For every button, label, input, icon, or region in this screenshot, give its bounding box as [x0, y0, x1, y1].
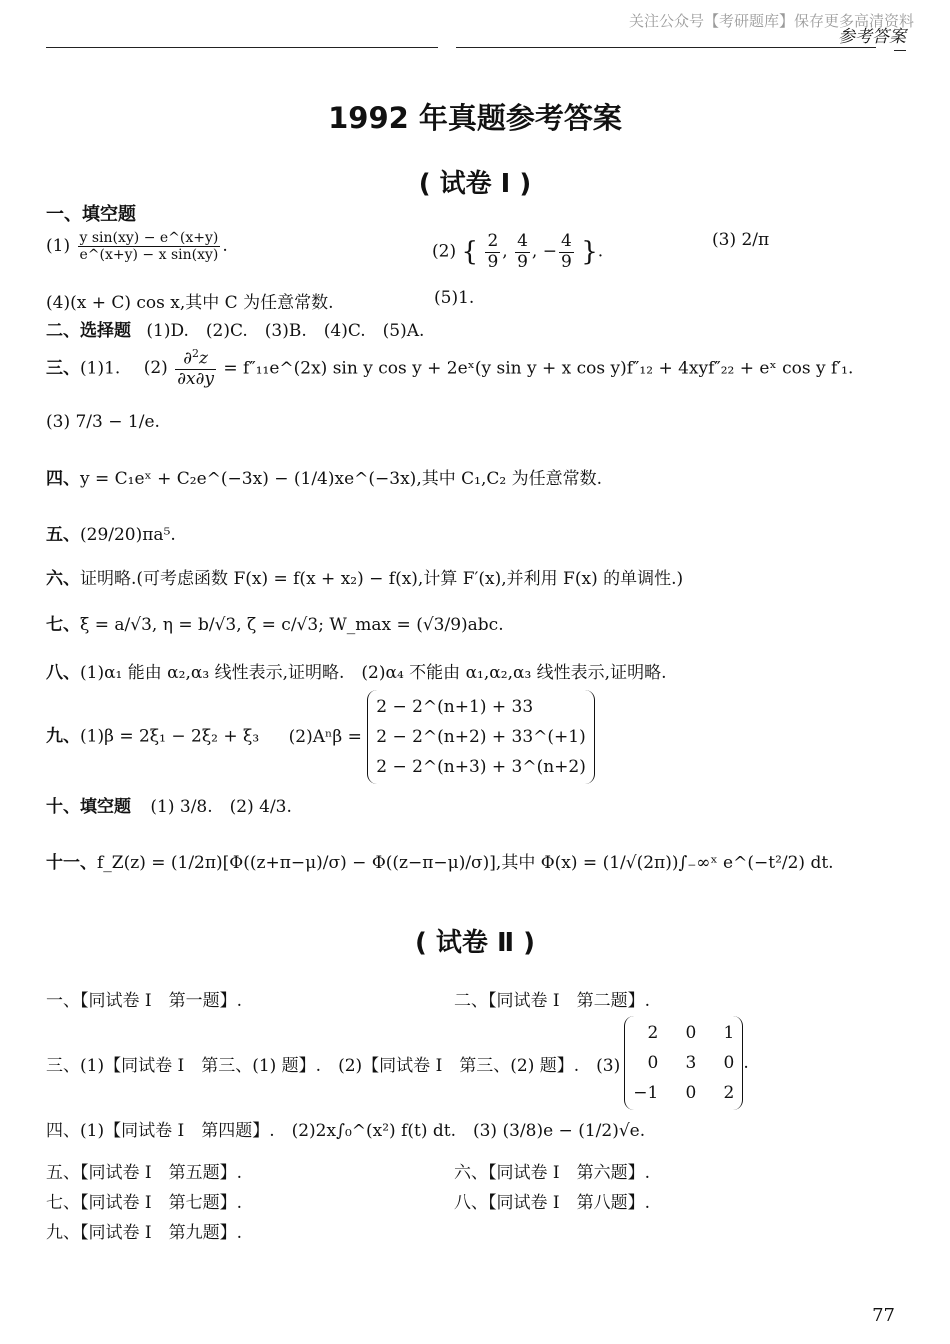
s1-item1-numerator: y sin(xy) − e^(x+y) [79, 230, 219, 246]
section-3-label: 三、 [46, 358, 80, 379]
section-4-label: 四、 [46, 469, 80, 489]
section-8 [46, 658, 666, 683]
section-6-label: 六、 [46, 569, 80, 589]
matrix-cell: −1 [633, 1083, 659, 1103]
s9-matrix-row: 2 − 2^(n+3) + 3^(n+2) [376, 757, 586, 777]
s9-matrix-row: 2 − 2^(n+2) + 33^(+1) [376, 727, 586, 747]
matrix-cell: 1 [723, 1023, 735, 1043]
s9-matrix [367, 690, 595, 784]
matrix-cell: 0 [685, 1083, 697, 1103]
header-tick [894, 50, 906, 51]
section-1-label: 一、填空题 [46, 204, 136, 225]
matrix-cell: 2 [723, 1083, 735, 1103]
section-4 [46, 464, 602, 489]
p2-line3: 三、(1)【同试卷 Ⅰ 第三、(1) 题】. (2)【同试卷 Ⅰ 第三、(2) 题】. (3) 2 0 1 0 3 0 −1 0 2 . [46, 1016, 749, 1110]
s1-item1-fraction [78, 230, 221, 263]
s1-item5: (5)1. [434, 288, 475, 308]
header-rule-right [456, 47, 876, 48]
section-4-text: y = C₁eˣ + C₂e^(−3x) − (1/4)xe^(−3x),其中 C₁,C₂ 为任意常数. [80, 469, 602, 489]
section-5-text: (29/20)πa⁵. [80, 525, 176, 545]
section-11-text: f_Z(z) = (1/2π)[Φ((z+π−μ)/σ) − Φ((z−π−μ)/σ)],其中 Φ(x) = (1/√(2π))∫₋∞ˣ e^(−t²/2) dt. [97, 853, 834, 873]
s9-matrix-row: 2 − 2^(n+1) + 33 [376, 697, 534, 717]
matrix-row [633, 1018, 734, 1048]
p2-line4: 四、(1)【同试卷 Ⅰ 第四题】. (2)2x∫₀^(x²) f(t) dt. (3) (3/8)e − (1/2)√e. [46, 1121, 646, 1141]
running-head: 参考答案 [838, 27, 906, 47]
section-6 [46, 564, 683, 589]
matrix-row [633, 1078, 734, 1108]
p2-line1-left: 一、【同试卷 Ⅰ 第一题】. [46, 991, 243, 1011]
section-5 [46, 520, 176, 545]
section-2 [46, 316, 424, 341]
s1-item3: (3) 2/π [712, 230, 770, 250]
p2-line5-left: 五、【同试卷 Ⅰ 第五题】. [46, 1163, 243, 1183]
section-9 [46, 690, 595, 784]
s1-item1-prefix: (1) [46, 236, 71, 257]
p2-line6-right: 八、【同试卷 Ⅰ 第八题】. [454, 1193, 651, 1213]
s1-item2-value-1: $\frac{2}{9}$ [487, 231, 499, 272]
s3-part2-prefix: (2) [143, 358, 168, 379]
p2-line1-right: 二、【同试卷 Ⅰ 第二题】. [454, 991, 651, 1011]
p2-line6-left: 七、【同试卷 Ⅰ 第七题】. [46, 1193, 243, 1213]
section-5-label: 五、 [46, 525, 80, 545]
matrix-cell: 2 [647, 1023, 659, 1043]
matrix-row [633, 1048, 734, 1078]
matrix-cell: 3 [685, 1053, 697, 1073]
section-10-label: 十、填空题 [46, 797, 131, 817]
matrix-cell: 0 [723, 1053, 735, 1073]
s3-part1: (1)1. [80, 358, 121, 379]
s9-part2-prefix: (2)Aⁿβ = [288, 726, 362, 747]
section-11 [46, 848, 834, 873]
s1-item2-value-3: $\frac{4}{9}$ [560, 231, 572, 272]
section-6-text: 证明略.(可考虑函数 F(x) = f(x + x₂) − f(x),计算 F′(x),并利用 F(x) 的单调性.) [80, 569, 684, 589]
p2-line3-text: 三、(1)【同试卷 Ⅰ 第三、(1) 题】. (2)【同试卷 Ⅰ 第三、(2) 题】. (3) [46, 1055, 621, 1076]
section-8-text: (1)α₁ 能由 α₂,α₃ 线性表示,证明略. (2)α₄ 不能由 α₁,α₂,α₃ 线性表示,证明略. [80, 663, 667, 683]
matrix-cell: 0 [647, 1053, 659, 1073]
page-title: 1992 年真题参考答案 [328, 101, 622, 135]
paper1-heading: ( 试卷 Ⅰ ) [418, 169, 532, 199]
s1-item4: (4)(x + C) cos x,其中 C 为任意常数. [46, 293, 334, 313]
matrix-cell: 0 [685, 1023, 697, 1043]
s3-part3: (3) 7/3 − 1/e. [46, 412, 160, 432]
s1-item2-prefix: (2) [432, 241, 457, 262]
p2-line3-matrix [624, 1016, 743, 1110]
section-10-text: (1) 3/8. (2) 4/3. [150, 797, 292, 817]
s1-item1: (1) $\frac{\text{y sin(xy) − e\textasciicircum{}(x+y)}}{\text{e\textasciicircum{}(x+y) − x sin(xy)}}$ . [46, 230, 228, 264]
section-2-label: 二、选择题 [46, 321, 131, 341]
s1-item1-denominator: e^(x+y) − x sin(xy) [79, 247, 219, 264]
header-rule-left [46, 47, 438, 48]
s9-part1: (1)β = 2ξ₁ − 2ξ₂ + ξ₃ [80, 726, 260, 747]
s1-item2-value-2: $\frac{4}{9}$ [517, 231, 528, 272]
section-10 [46, 792, 292, 817]
p2-line7-left: 九、【同试卷 Ⅰ 第九题】. [46, 1223, 243, 1243]
paper2-heading: ( 试卷 Ⅱ ) [414, 928, 536, 958]
s3-partial-derivative: $\frac{\partial^2z}{\partial x\partial y}$ [177, 347, 214, 390]
section-7 [46, 610, 504, 635]
section-7-label: 七、 [46, 615, 80, 635]
section-3-row1 [46, 348, 853, 390]
page-number: 77 [872, 1305, 895, 1326]
section-8-label: 八、 [46, 663, 80, 683]
section-9-label: 九、 [46, 726, 80, 747]
s1-item2: (2) { $\frac{2}{9}$ , $\frac{4}{9}$ , − $\frac{4}{9}$ }. [432, 231, 604, 272]
p2-line5-right: 六、【同试卷 Ⅰ 第六题】. [454, 1163, 651, 1183]
s3-part2-expr: = f″₁₁e^(2x) sin y cos y + 2eˣ(y sin y + x cos y)f″₁₂ + 4xyf″₂₂ + eˣ cos y f′₁. [223, 358, 854, 379]
watermark-text: 关注公众号【考研题库】保存更多高清资料 [628, 12, 914, 30]
section-2-answers: (1)D. (2)C. (3)B. (4)C. (5)A. [146, 321, 425, 341]
section-11-label: 十一、 [46, 853, 97, 873]
section-7-text: ξ = a/√3, η = b/√3, ζ = c/√3; W_max = (√3/9)abc. [80, 615, 504, 635]
